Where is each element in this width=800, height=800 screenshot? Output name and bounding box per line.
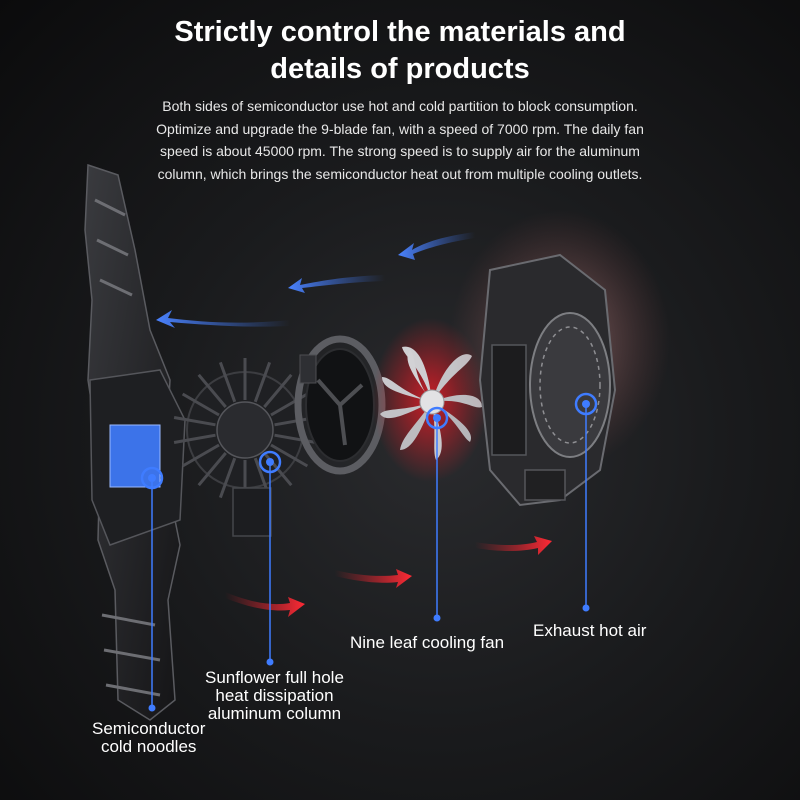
- hot-air-arrows: [225, 536, 552, 617]
- label-semiconductor: [92, 720, 205, 756]
- label-semiconductor-line-1: Semiconductor: [92, 719, 206, 738]
- headline-line-1: Strictly control the materials and: [174, 16, 626, 48]
- label-exhaust: Exhaust hot air: [533, 621, 647, 640]
- fan-bracket: [298, 339, 382, 471]
- label-aluminum-column: [205, 669, 344, 723]
- label-aluminum-line-2: heat dissipation: [215, 686, 334, 705]
- heatsink: [174, 358, 316, 536]
- clamp-body: [85, 165, 185, 720]
- description-line-1: Both sides of semiconductor use hot and cold partition to block consumption.: [162, 98, 638, 114]
- label-aluminum-line-1: Sunflower full hole: [205, 668, 344, 687]
- description-line-2: Optimize and upgrade the 9-blade fan, with a speed of 7000 rpm. The daily fan: [156, 120, 644, 137]
- headline-line-2: details of products: [270, 53, 530, 85]
- exhaust-housing: [450, 210, 670, 505]
- description-line-3: speed is about 45000 rpm. The strong speed is to supply air for the aluminum: [160, 143, 640, 159]
- cold-air-arrows: [156, 232, 475, 328]
- label-aluminum-line-3: aluminum column: [207, 704, 342, 723]
- label-semiconductor-line-2: cold noodles: [100, 737, 197, 756]
- description-line-4: column, which brings the semiconductor heat out from multiple cooling outlets.: [157, 165, 643, 182]
- label-cooling-fan: Nine leaf cooling fan: [350, 633, 505, 652]
